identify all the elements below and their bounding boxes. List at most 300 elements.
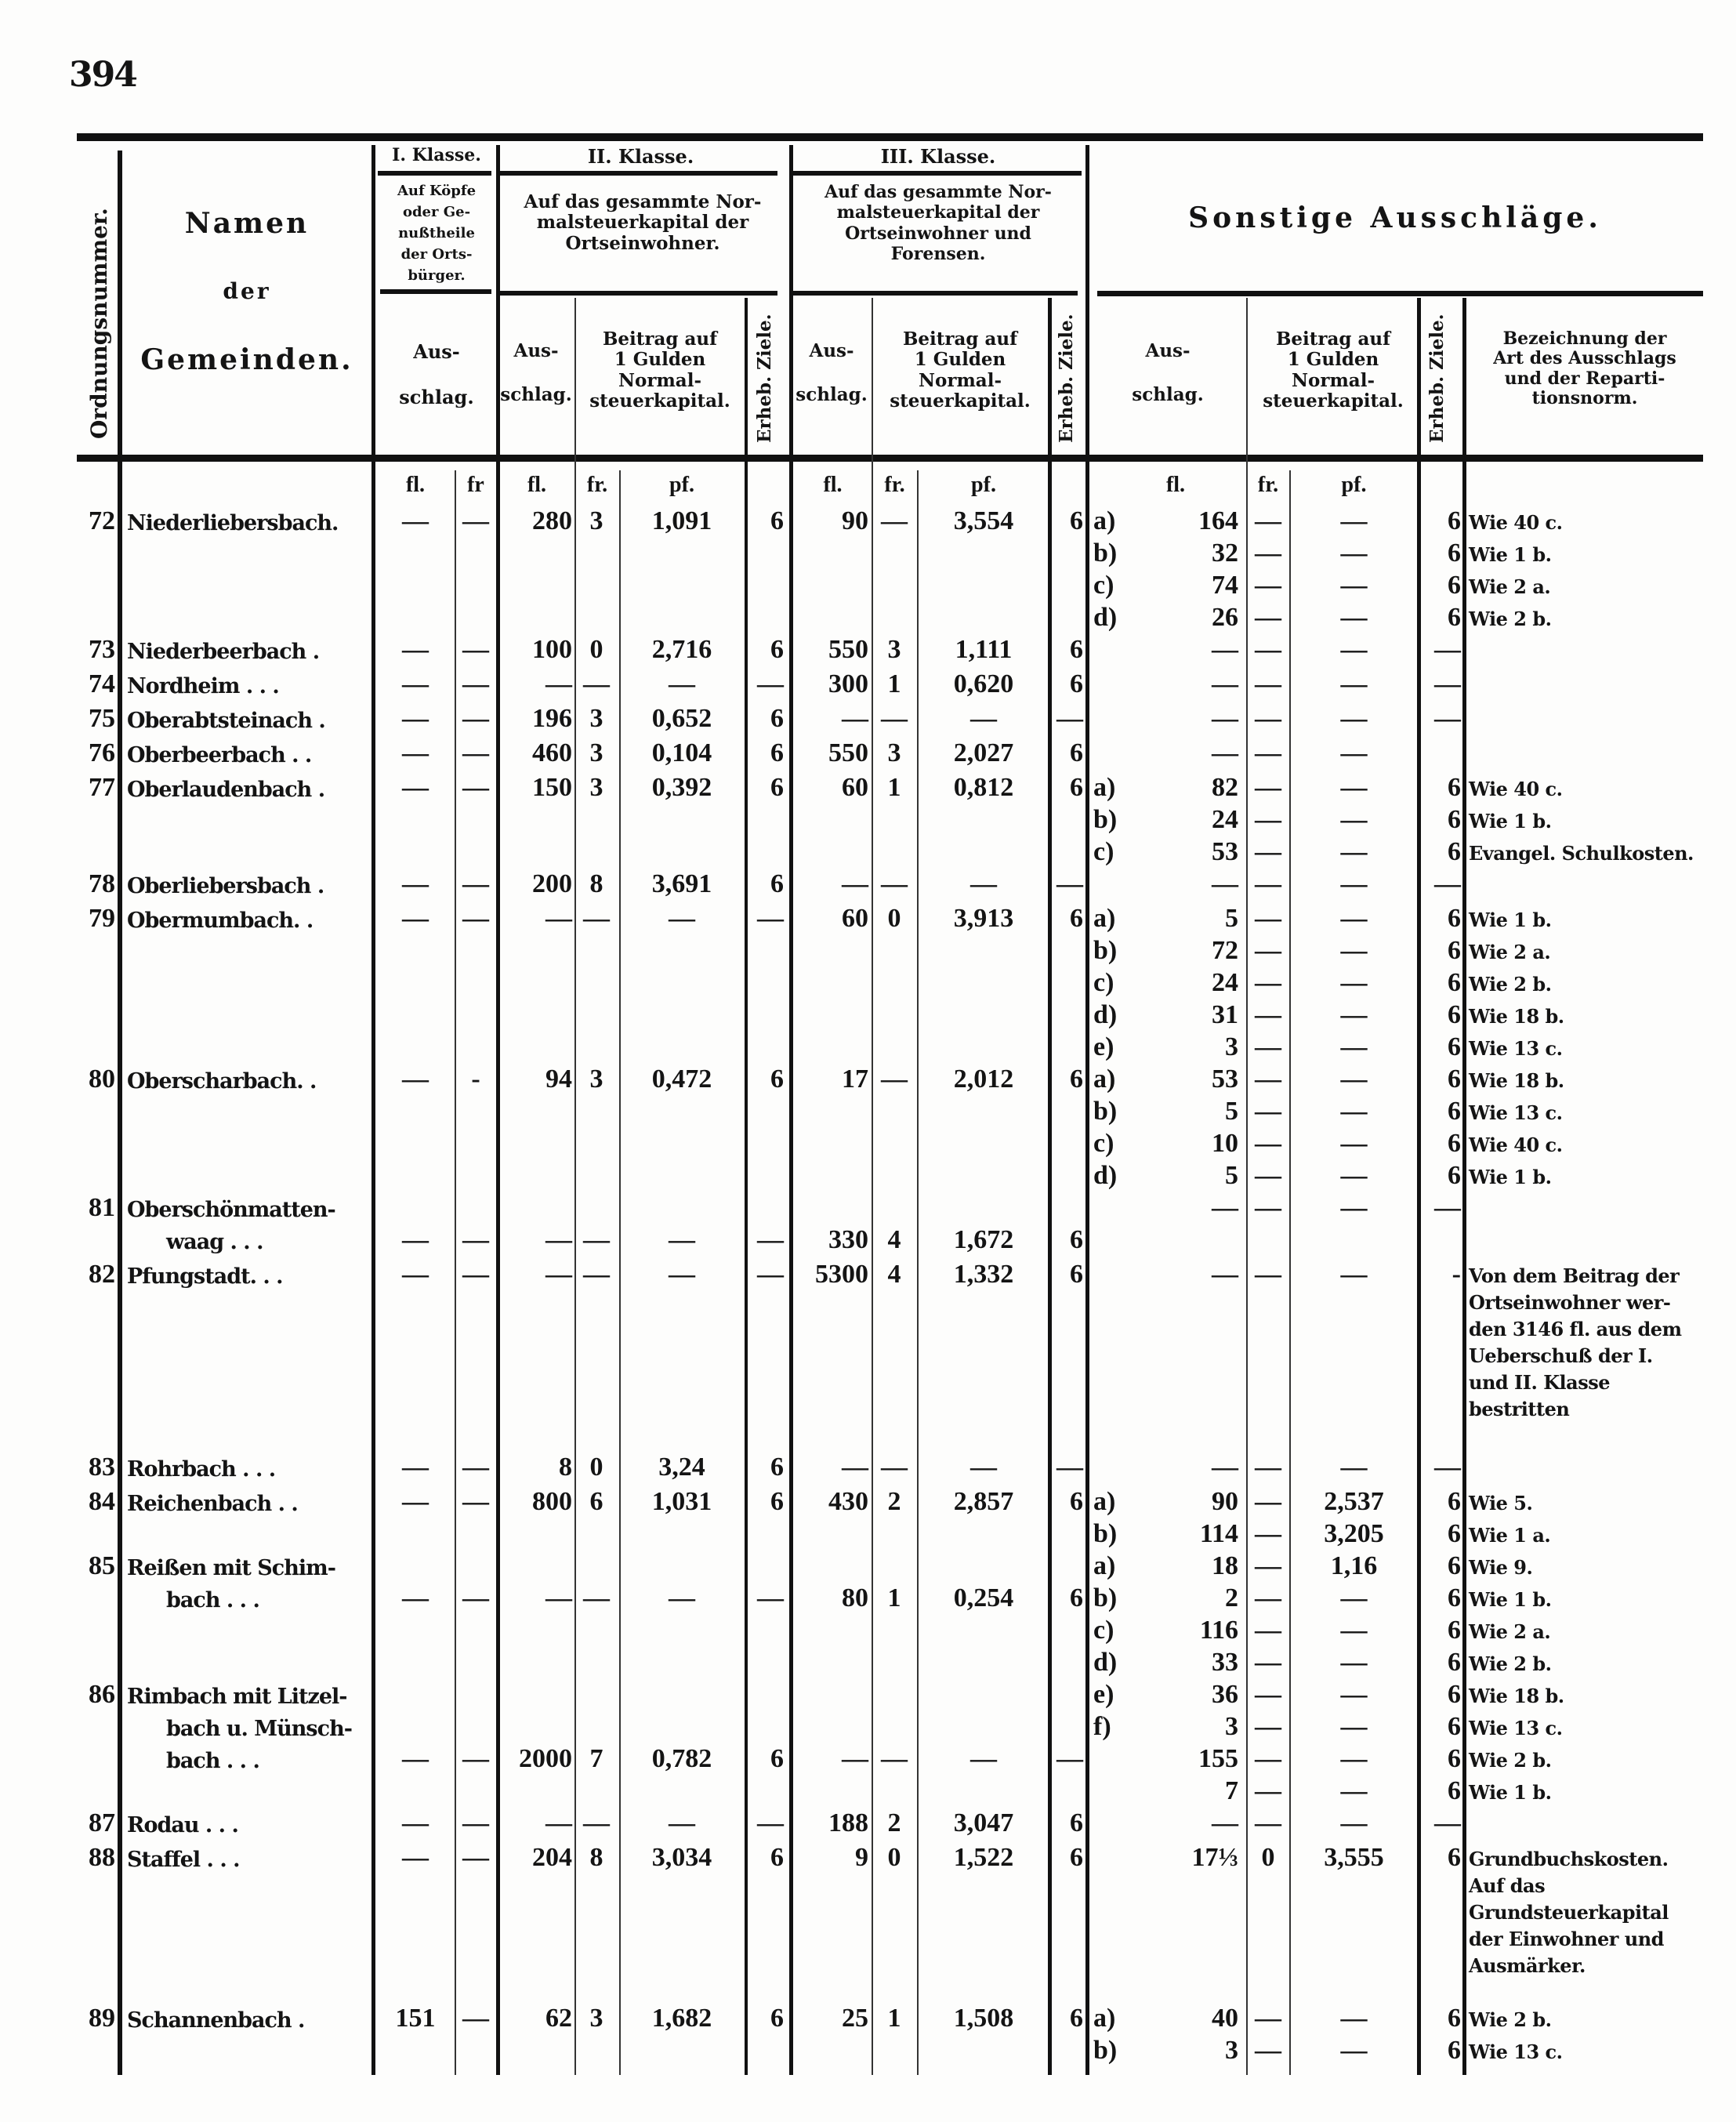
- row-number: 74: [89, 669, 115, 698]
- sonst-fl: 10: [1212, 1129, 1238, 1158]
- k3-fl: 188: [828, 1808, 868, 1837]
- row-number: 86: [89, 1680, 115, 1709]
- desc-line: Auf das gesammte Nor-: [825, 182, 1052, 202]
- k2-ziele: 6: [770, 1487, 784, 1516]
- sonst-fr: —: [1255, 904, 1281, 933]
- sub-line: Beitrag auf: [602, 329, 718, 350]
- sonst-fl: 114: [1199, 1519, 1238, 1548]
- sonst-fl: 155: [1198, 1744, 1238, 1773]
- k1-fl: —: [402, 1744, 429, 1773]
- sub-line: Normal-: [618, 369, 701, 391]
- k2-pf: 1,091: [651, 506, 712, 535]
- k1-fr: —: [462, 1260, 489, 1289]
- sonst-bezeichnung: Wie 5.: [1469, 1492, 1533, 1514]
- vline-k2-fr: [574, 298, 576, 2075]
- k3-fr: 4: [887, 1225, 901, 1254]
- vline-k2-ziele: [745, 298, 748, 2075]
- sonst-pf: —: [1340, 1808, 1368, 1837]
- sonst-pf: —: [1340, 1583, 1368, 1612]
- k3-fl: 430: [828, 1487, 868, 1516]
- k2-fr: 3: [589, 773, 603, 802]
- k3-fr: 2: [887, 1487, 901, 1516]
- k3-pf: 2,012: [953, 1065, 1014, 1094]
- row-number: 72: [89, 506, 115, 535]
- sonst-bezeichnung: Wie 2 b.: [1469, 1749, 1552, 1772]
- header-namen-line: der: [223, 278, 271, 305]
- gemeinde-name: Reichenbach . .: [127, 1492, 298, 1516]
- gemeinde-name: Oberliebersbach .: [127, 874, 324, 898]
- sonst-bezeichnung: Evangel. Schulkosten.: [1469, 842, 1694, 865]
- sonst-ziele: 6: [1448, 1744, 1461, 1773]
- sonst-fl: 164: [1198, 506, 1238, 535]
- header-klasse3-desc: [793, 182, 1083, 265]
- sonst-pf: —: [1340, 506, 1368, 535]
- k3-fr: 1: [887, 2004, 901, 2033]
- k3-ziele: 6: [1070, 1808, 1083, 1837]
- sonst-fr: —: [1255, 2004, 1281, 2033]
- sonst-fr: —: [1255, 1648, 1281, 1677]
- k3-fr: 4: [887, 1260, 901, 1289]
- header-klasse3-ausschlag: [793, 341, 870, 406]
- sonst-bezeichnung: Wie 40 c.: [1469, 778, 1563, 800]
- header-namen: [125, 208, 368, 376]
- sub-line: 1 Gulden: [614, 349, 706, 371]
- sonst-letter: a): [1093, 773, 1116, 802]
- header-klasse2-ziele: Erheb. Ziele.: [754, 314, 775, 443]
- sub-line: Aus-: [413, 341, 460, 363]
- desc-line: Ortseinwohner.: [565, 232, 720, 254]
- desc-line: oder Ge-: [402, 204, 471, 220]
- k3-fl: 300: [828, 669, 868, 698]
- sonst-letter: c): [1093, 837, 1114, 866]
- gemeinde-name: bach . . .: [166, 1749, 259, 1773]
- sonst-fl: 90: [1212, 1487, 1238, 1516]
- sub-line: Aus-: [809, 341, 854, 361]
- k2-ziele: 6: [770, 869, 784, 898]
- vline-k3-fr: [872, 298, 873, 2075]
- k3-fr: 2: [887, 1808, 901, 1837]
- sonst-pf: —: [1340, 1193, 1368, 1222]
- sonst-fl: 40: [1212, 2004, 1238, 2033]
- k3-ziele: 6: [1070, 1225, 1083, 1254]
- vline-k3-pf: [917, 470, 919, 2075]
- desc-line: Forensen.: [890, 244, 986, 265]
- desc-line: nußtheile: [398, 225, 475, 241]
- k1-fr: —: [462, 704, 489, 733]
- header-ordnungsnummer: Ordnungsnummer.: [86, 208, 112, 439]
- sonst-ziele: 6: [1448, 837, 1461, 866]
- sonst-letter: d): [1093, 1161, 1118, 1190]
- gemeinde-name: bach . . .: [166, 1588, 259, 1612]
- gemeinde-name: bach u. Münsch-: [166, 1717, 352, 1741]
- sonst-fl: 3: [1225, 1712, 1238, 1741]
- sonst-fr: —: [1255, 738, 1281, 767]
- row-number: 82: [89, 1260, 115, 1289]
- sonst-fr: —: [1255, 1161, 1281, 1190]
- k3-ziele: 6: [1070, 1843, 1083, 1872]
- k3-ziele: 6: [1070, 738, 1083, 767]
- sonst-fr: —: [1255, 1680, 1281, 1709]
- k3-pf: 3,047: [953, 1808, 1014, 1837]
- k2-fl: —: [545, 1260, 572, 1289]
- k3-divider: [792, 171, 1082, 176]
- header-klasse1-ausschlag: [378, 341, 495, 408]
- k1-divider: [378, 171, 491, 176]
- k2-fl: —: [545, 1225, 572, 1254]
- row-number: 84: [89, 1487, 115, 1516]
- gemeinde-name: Rimbach mit Litzel-: [127, 1685, 347, 1709]
- k2-ziele: 6: [770, 773, 784, 802]
- k1-fl: —: [402, 773, 429, 802]
- k3-pf: —: [970, 869, 997, 898]
- header-namen-line: Namen: [184, 208, 310, 240]
- k3-fl: —: [842, 1453, 868, 1482]
- sonst-bezeichnung: Wie 1 b.: [1469, 1781, 1552, 1804]
- k3-pf: 0,812: [953, 773, 1014, 802]
- sonst-pf: —: [1340, 1032, 1368, 1061]
- sonst-pf: —: [1340, 1680, 1368, 1709]
- k3-fr: —: [881, 506, 908, 535]
- sonst-ziele: 6: [1448, 603, 1461, 632]
- sonst-bezeichnung: Wie 2 a.: [1469, 1620, 1551, 1643]
- sonst-fr: —: [1255, 539, 1281, 568]
- header-klasse3-title: III. Klasse.: [880, 146, 996, 168]
- k2-fl: 280: [532, 506, 572, 535]
- sub-line: steuerkapital.: [1263, 390, 1404, 412]
- vline-k2-left: [496, 145, 500, 2075]
- sonst-pf: —: [1340, 936, 1368, 965]
- sonst-pf: —: [1340, 1161, 1368, 1190]
- gemeinde-name: Oberschönmatten-: [127, 1198, 335, 1222]
- header-sonstige-bezeichnung: [1467, 329, 1702, 408]
- sonst-bezeichnung: Wie 13 c.: [1469, 1717, 1563, 1739]
- k2-divider: [499, 171, 777, 176]
- sonst-pf: —: [1340, 1744, 1368, 1773]
- k2-fl: 204: [532, 1843, 572, 1872]
- sub-line: Beitrag auf: [1275, 329, 1391, 350]
- sonst-pf: —: [1340, 1616, 1368, 1645]
- sonst-letter: f): [1093, 1712, 1111, 1741]
- sonst-letter: b): [1093, 2036, 1118, 2065]
- k3-ziele: 6: [1070, 1260, 1083, 1289]
- k2-ziele: 6: [770, 1744, 784, 1773]
- sonst-bezeichnung: Wie 2 b.: [1469, 608, 1552, 630]
- k2-pf: 0,472: [651, 1065, 712, 1094]
- sonst-bezeichnung: Wie 2 b.: [1469, 2008, 1552, 2031]
- sonst-fl: 18: [1212, 1551, 1238, 1580]
- gemeinde-name: Oberscharbach. .: [127, 1069, 317, 1094]
- sonst-fr: —: [1255, 1616, 1281, 1645]
- k3-fl: —: [842, 1744, 868, 1773]
- k2-pf: 3,24: [658, 1453, 705, 1482]
- k3-fl: 60: [842, 773, 868, 802]
- k3-fl: 5300: [815, 1260, 868, 1289]
- k2-fr: 3: [589, 2004, 603, 2033]
- k3-fr: 3: [887, 635, 901, 664]
- sonst-ziele: 6: [1448, 1519, 1461, 1548]
- k1-fl: 151: [395, 2004, 436, 2033]
- k3-fr: —: [881, 1744, 908, 1773]
- sonst-fl: —: [1212, 704, 1238, 733]
- k2-fr: —: [583, 1260, 610, 1289]
- k1-fr: —: [462, 1808, 489, 1837]
- k1-fr: —: [462, 1583, 489, 1612]
- vline-sonst-pf: [1289, 470, 1291, 2075]
- sonst-bezeichnung: Wie 9.: [1469, 1556, 1533, 1579]
- k1-fr: —: [462, 904, 489, 933]
- sonst-fr: —: [1255, 635, 1281, 664]
- sonst-pf: —: [1340, 539, 1368, 568]
- sonst-bezeichnung: Wie 2 a.: [1469, 941, 1551, 963]
- sonst-fr: —: [1255, 1583, 1281, 1612]
- k1-fl: —: [402, 1225, 429, 1254]
- sub-line: und der Reparti-: [1504, 368, 1665, 389]
- sonst-fl: —: [1212, 1260, 1238, 1289]
- sonst-ziele: 6: [1448, 1129, 1461, 1158]
- row-number: 87: [89, 1808, 115, 1837]
- sonst-pf: —: [1340, 1097, 1368, 1126]
- k1-fl: —: [402, 904, 429, 933]
- sub-line: Beitrag auf: [902, 329, 1018, 350]
- vline-k3-ziele: [1048, 298, 1052, 2075]
- sonst-fl: 53: [1212, 1065, 1238, 1094]
- k2-ziele: —: [757, 1225, 784, 1254]
- sonst-fr: —: [1255, 805, 1281, 834]
- sonst-letter: c): [1093, 571, 1114, 600]
- k2-fr: 6: [589, 1487, 603, 1516]
- sonst-fr: —: [1255, 1551, 1281, 1580]
- k3-fl: 9: [855, 1843, 868, 1872]
- k2-fr: 3: [589, 506, 603, 535]
- k2-fr: 3: [589, 1065, 603, 1094]
- k1-fr: —: [462, 869, 489, 898]
- sonst-fr: —: [1255, 1487, 1281, 1516]
- sub-line: tionsnorm.: [1531, 387, 1638, 408]
- row-number: 85: [89, 1551, 115, 1580]
- k3-pf: 2,857: [953, 1487, 1014, 1516]
- sonst-ziele: 6: [1448, 904, 1461, 933]
- sonst-ziele: —: [1434, 704, 1461, 733]
- sonst-pf: —: [1340, 2004, 1368, 2033]
- sonst-fr: —: [1255, 936, 1281, 965]
- sonst-fr: 0: [1261, 1843, 1275, 1872]
- sub-line: schlag.: [500, 384, 572, 406]
- sub-line: 1 Gulden: [914, 349, 1006, 371]
- k3-fl: 90: [842, 506, 868, 535]
- sonst-ziele: -: [1451, 1260, 1461, 1289]
- k2-pf: 0,652: [651, 704, 712, 733]
- gemeinde-name: Schannenbach .: [127, 2008, 305, 2033]
- sonst-pf: —: [1340, 1000, 1368, 1029]
- sonst-fl: —: [1212, 869, 1238, 898]
- k2-fl: —: [545, 1583, 572, 1612]
- k2-pf: —: [669, 1260, 695, 1289]
- sonst-letter: b): [1093, 1519, 1118, 1548]
- k2-fr: 3: [589, 738, 603, 767]
- row-number: 77: [89, 773, 115, 802]
- sonst-fl: —: [1212, 1808, 1238, 1837]
- sonst-fr: —: [1255, 1519, 1281, 1548]
- sonst-ziele: 6: [1448, 2004, 1461, 2033]
- sonst-bezeichnung: Wie 1 b.: [1469, 810, 1552, 832]
- sub-line: Bezeichnung der: [1502, 329, 1667, 349]
- sonst-fl: 3: [1225, 1032, 1238, 1061]
- sonst-pf: —: [1340, 635, 1368, 664]
- k2-fl: 100: [532, 635, 572, 664]
- sonst-ziele: —: [1434, 669, 1461, 698]
- k3-pf: 2,027: [953, 738, 1014, 767]
- k2-ziele: —: [757, 1808, 784, 1837]
- sonst-ziele: —: [1434, 1453, 1461, 1482]
- sonst-fl: —: [1212, 1193, 1238, 1222]
- sonst-ziele: 6: [1448, 1097, 1461, 1126]
- k1-fr: —: [462, 773, 489, 802]
- k1-fr: —: [462, 1843, 489, 1872]
- k2-pf: —: [669, 1225, 695, 1254]
- sonst-fr: —: [1255, 1193, 1281, 1222]
- sonst-ziele: 6: [1448, 571, 1461, 600]
- k2-fl: —: [545, 669, 572, 698]
- k2-ziele: —: [757, 904, 784, 933]
- k3-ziele: 6: [1070, 506, 1083, 535]
- gemeinde-name: waag . . .: [166, 1230, 263, 1254]
- row-number: 80: [89, 1065, 115, 1094]
- header-sonstige-title: Sonstige Ausschläge.: [1188, 202, 1602, 234]
- sonst-ziele: 6: [1448, 1583, 1461, 1612]
- unit-k3-fr: fr.: [884, 473, 905, 497]
- k2-ziele: —: [757, 1260, 784, 1289]
- sub-line: steuerkapital.: [890, 390, 1031, 412]
- sonst-pf: —: [1340, 805, 1368, 834]
- desc-line: bürger.: [408, 267, 466, 284]
- k2-fl: 460: [532, 738, 572, 767]
- k3-fl: 80: [842, 1583, 868, 1612]
- sonst-fl: 5: [1225, 1161, 1238, 1190]
- sub-line: schlag.: [399, 385, 474, 408]
- sonst-fr: —: [1255, 837, 1281, 866]
- k3-divider2: [792, 291, 1078, 296]
- sonst-letter: b): [1093, 539, 1118, 568]
- sonst-bezeichnung: Wie 1 a.: [1469, 1524, 1551, 1547]
- k2-fr: —: [583, 1808, 610, 1837]
- sonst-fl: 33: [1212, 1648, 1238, 1677]
- sonst-ziele: —: [1434, 1808, 1461, 1837]
- sonst-ziele: —: [1434, 869, 1461, 898]
- vline-sonst-bez: [1462, 298, 1466, 2075]
- sub-line: Art des Ausschlags: [1493, 348, 1676, 369]
- k3-fr: 1: [887, 1583, 901, 1612]
- sonst-ziele: 6: [1448, 1843, 1461, 1872]
- unit-k1-fr: fr: [467, 473, 484, 497]
- k2-ziele: 6: [770, 1065, 784, 1094]
- k3-fl: 17: [842, 1065, 868, 1094]
- header-klasse1-desc: [378, 180, 495, 286]
- header-klasse2-ausschlag: [498, 341, 574, 406]
- k3-fr: —: [881, 869, 908, 898]
- k3-fl: 550: [828, 738, 868, 767]
- k3-fl: 550: [828, 635, 868, 664]
- k3-ziele: —: [1056, 1744, 1083, 1773]
- sonst-bezeichnung: Wie 40 c.: [1469, 511, 1563, 534]
- sonst-letter: d): [1093, 603, 1118, 632]
- k3-pf: —: [970, 1744, 997, 1773]
- k2-ziele: 6: [770, 635, 784, 664]
- header-namen-line: Gemeinden.: [140, 343, 353, 376]
- sonst-fl: 32: [1212, 539, 1238, 568]
- sub-line: Aus-: [513, 341, 559, 361]
- header-klasse2-beitrag: [577, 329, 743, 412]
- k3-ziele: 6: [1070, 773, 1083, 802]
- sonst-pf: 3,555: [1324, 1843, 1384, 1872]
- k2-ziele: 6: [770, 704, 784, 733]
- sonst-letter: a): [1093, 1065, 1116, 1094]
- k2-pf: 3,034: [651, 1843, 712, 1872]
- sonst-letter: a): [1093, 1487, 1116, 1516]
- sonst-pf: —: [1340, 1129, 1368, 1158]
- k2-fl: 150: [532, 773, 572, 802]
- k2-fl: 94: [545, 1065, 572, 1094]
- sonst-fl: 74: [1212, 571, 1238, 600]
- sonst-fr: —: [1255, 1097, 1281, 1126]
- sonst-ziele: 6: [1448, 936, 1461, 965]
- k2-fr: 0: [589, 1453, 603, 1482]
- gemeinde-name: Niederbeerbach .: [127, 640, 320, 664]
- sonst-pf: —: [1340, 603, 1368, 632]
- sonst-letter: c): [1093, 968, 1114, 997]
- gemeinde-name: Rohrbach . . .: [127, 1457, 276, 1482]
- sonst-ziele: 6: [1448, 1648, 1461, 1677]
- vline-k1-mid: [455, 470, 456, 2075]
- k3-ziele: 6: [1070, 635, 1083, 664]
- sonst-fr: —: [1255, 1453, 1281, 1482]
- k2-pf: 0,392: [651, 773, 712, 802]
- sonst-fl: 24: [1212, 805, 1238, 834]
- sonst-fr: —: [1255, 1065, 1281, 1094]
- sonst-bezeichnung: Wie 2 b.: [1469, 973, 1552, 996]
- k2-pf: 0,782: [651, 1744, 712, 1773]
- sonst-pf: —: [1340, 773, 1368, 802]
- k2-ziele: —: [757, 669, 784, 698]
- k1-fr: -: [471, 1065, 480, 1094]
- sonst-fr: —: [1255, 704, 1281, 733]
- k1-fl: —: [402, 704, 429, 733]
- unit-s-pf: pf.: [1341, 473, 1367, 497]
- sonst-divider: [1097, 291, 1703, 296]
- sonst-letter: b): [1093, 1097, 1118, 1126]
- unit-s-fr: fr.: [1257, 473, 1279, 497]
- sonst-fr: —: [1255, 2036, 1281, 2065]
- sonst-letter: b): [1093, 1583, 1118, 1612]
- sonst-fl: 26: [1212, 603, 1238, 632]
- sonst-fr: —: [1255, 869, 1281, 898]
- gemeinde-name: Niederliebersbach.: [127, 511, 339, 535]
- sonst-letter: d): [1093, 1648, 1118, 1677]
- sonst-fr: —: [1255, 1032, 1281, 1061]
- k1-fl: —: [402, 1065, 429, 1094]
- gemeinde-name: Oberbeerbach . .: [127, 743, 312, 767]
- sonst-fl: 24: [1212, 968, 1238, 997]
- k3-fl: 330: [828, 1225, 868, 1254]
- k2-pf: —: [669, 1583, 695, 1612]
- sonst-letter: a): [1093, 2004, 1116, 2033]
- sonst-fr: —: [1255, 968, 1281, 997]
- sonst-ziele: 6: [1448, 2036, 1461, 2065]
- k1-fr: —: [462, 1744, 489, 1773]
- sonst-pf: —: [1340, 904, 1368, 933]
- sonst-pf: —: [1340, 1065, 1368, 1094]
- sonst-ziele: 6: [1448, 506, 1461, 535]
- sonst-fl: 31: [1212, 1000, 1238, 1029]
